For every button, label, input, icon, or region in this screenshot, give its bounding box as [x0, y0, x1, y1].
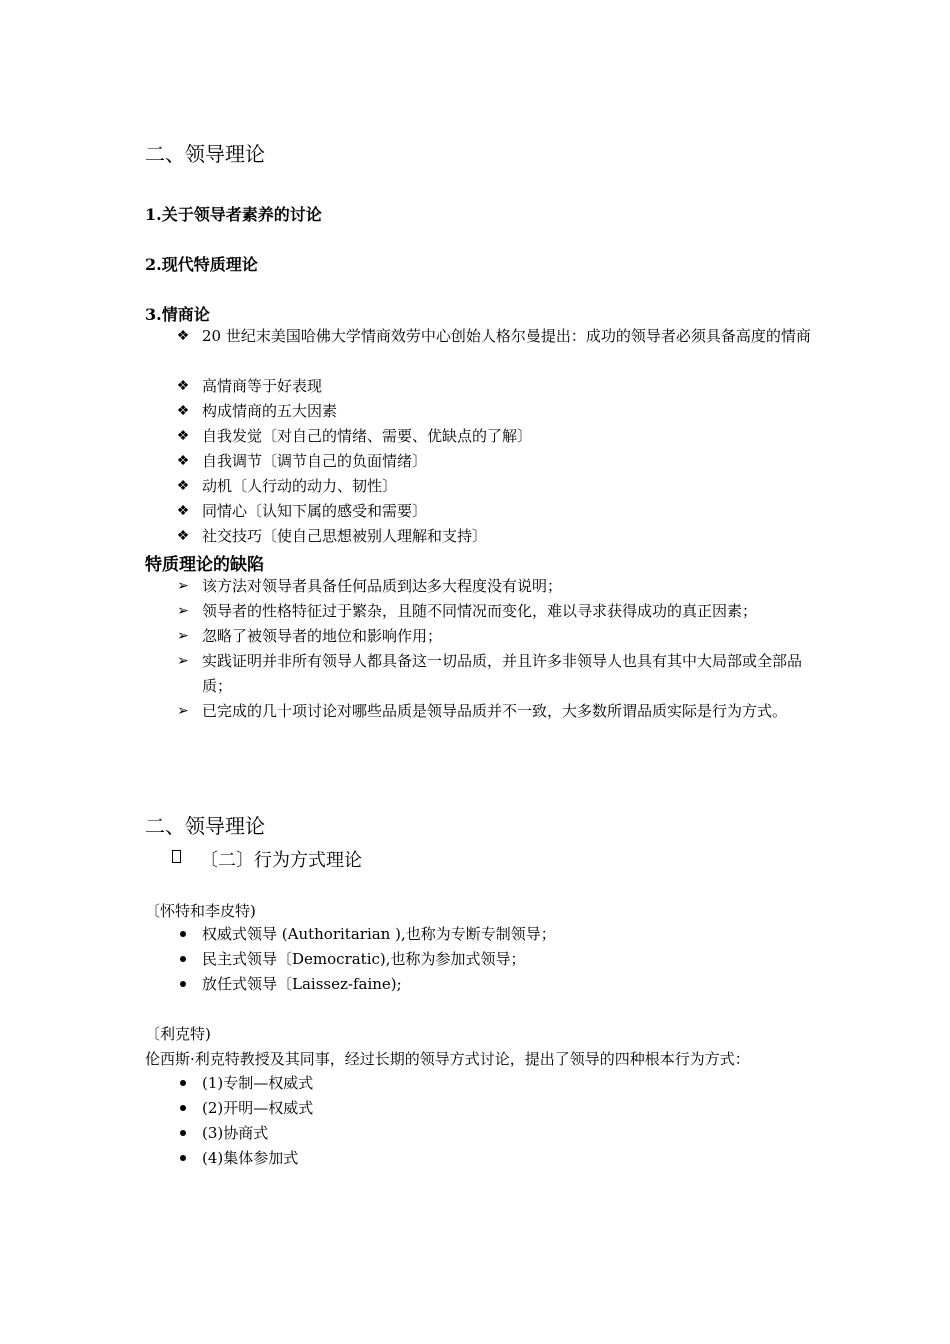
- list-item-text: 自我调节〔调节自己的负面情绪〕: [202, 452, 428, 470]
- diamond-bullet-icon: ❖: [176, 428, 190, 444]
- list-item-text: 实践证明并非所有领导人都具备这一切品质，并且许多非领导人也具有其中大局部或全部品质；: [202, 652, 803, 695]
- list-item-text: 领导者的性格特征过于繁杂，且随不同情况而变化，难以寻求获得成功的真正因素；: [202, 602, 758, 620]
- list-item-text: (4)集体参加式: [202, 1149, 299, 1167]
- diamond-bullet-icon: ❖: [176, 378, 190, 394]
- list-item-text: 20 世纪末美国哈佛大学情商效劳中心创始人格尔曼提出：成功的领导者必须具备高度的情商: [202, 327, 811, 345]
- diamond-bullet-icon: ❖: [176, 528, 190, 544]
- dot-bullet-icon: [173, 1146, 193, 1171]
- list-item-text: (1)专制—权威式: [202, 1074, 314, 1092]
- heading-trait-theory-defects: 特质理论的缺陷: [145, 555, 264, 575]
- list-item-text: 构成情商的五大因素: [202, 402, 338, 420]
- arrow-bullet-icon: ➢: [177, 703, 189, 719]
- list-item-text: 放任式领导〔Laissez-faine);: [202, 975, 402, 993]
- heading-eq-theory: 3.情商论: [145, 305, 210, 324]
- diamond-bullet-icon: ❖: [176, 478, 190, 494]
- list-item-text: 社交技巧〔使自己思想被别人理解和支持〕: [202, 527, 488, 545]
- heading-leader-qualities: 1.关于领导者素养的讨论: [145, 205, 322, 224]
- list-item-text: (2)开明—权威式: [202, 1099, 314, 1117]
- dot-bullet-icon: [173, 922, 193, 947]
- list-item-text: 忽略了被领导者的地位和影响作用；: [202, 627, 443, 645]
- list-item-text: 已完成的几十项讨论对哪些品质是领导品质并不一致，大多数所谓品质实际是行为方式。: [202, 702, 788, 720]
- list-item-text: 民主式领导〔Democratic),也称为参加式领导；: [202, 950, 526, 968]
- group-label-likert: 〔利克特): [145, 1025, 211, 1043]
- list-item: [145, 649, 825, 699]
- list-item-text: 高情商等于好表现: [202, 377, 323, 395]
- subtitle-marker-icon: [172, 850, 181, 867]
- dot-bullet-icon: [173, 947, 193, 972]
- arrow-bullet-icon: ➢: [177, 653, 189, 669]
- section-title: 二、领导理论: [145, 142, 265, 166]
- arrow-bullet-icon: ➢: [177, 603, 189, 619]
- group-label-white-lippitt: 〔怀特和李皮特): [145, 902, 256, 920]
- list-item-text: 同情心〔认知下属的感受和需要〕: [202, 502, 428, 520]
- dot-bullet-icon: [173, 1071, 193, 1096]
- likert-intro-text: 伦西斯·利克特教授及其同事，经过长期的领导方式讨论，提出了领导的四种根本行为方式：: [145, 1050, 750, 1068]
- list-item-text: 自我发觉〔对自己的情绪、需要、优缺点的了解〕: [202, 427, 533, 445]
- list-item-text: (3)协商式: [202, 1124, 269, 1142]
- list-item: [145, 699, 825, 749]
- heading-modern-trait-theory: 2.现代特质理论: [145, 255, 258, 274]
- diamond-bullet-icon: ❖: [176, 503, 190, 519]
- diamond-bullet-icon: ❖: [176, 453, 190, 469]
- list-item-text: 该方法对领导者具备任何品质到达多大程度没有说明；: [202, 577, 563, 595]
- arrow-bullet-icon: ➢: [177, 578, 189, 594]
- dot-bullet-icon: [173, 1121, 193, 1146]
- dot-bullet-icon: [173, 1096, 193, 1121]
- subtitle-behavior-theory: 〔二〕行为方式理论: [200, 850, 362, 871]
- diamond-bullet-icon: ❖: [176, 328, 190, 344]
- dot-bullet-icon: [173, 972, 193, 997]
- list-item-text: 权威式领导 (Authoritarian ),也称为专断专制领导；: [202, 925, 556, 943]
- arrow-bullet-icon: ➢: [177, 628, 189, 644]
- diamond-bullet-icon: ❖: [176, 403, 190, 419]
- list-item-text: 动机〔人行动的动力、韧性〕: [202, 477, 398, 495]
- list-item: [145, 324, 825, 374]
- section-title: 二、领导理论: [145, 814, 265, 838]
